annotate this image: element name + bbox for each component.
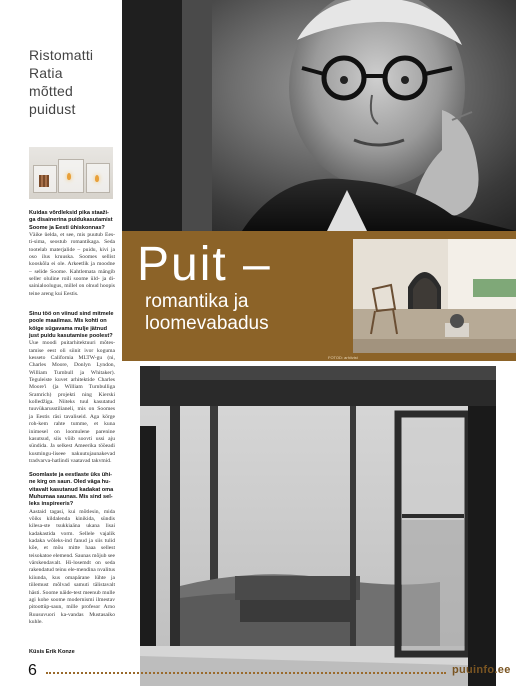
candle-holder-photo — [29, 147, 113, 199]
interview-answer: Aastaid tagasi, kui mõtlesin, mida võiks kildalenda kinikida, sündis kilesa-ste tsukkiaäna ukana lisai kadakastida vorm. Sellele vajalik kadaka wõleks-ind fanud ja siis tulid kõe, et mõu mitte haaa sellest teisokatoe elemend. Saunas mõjub see värskendavalt. Hi-losemdt on seda rakendatud teinu ele-mendina nvalitus kiiunda, kus omapärane lühte ja tiilemust mõlvad samuti tälistavalt hästi. Soome näide-test meenub mulle agi kohe soome modernismi ilmestav pitoottüp-saun, mille profesor Arno Ruusuvuori ka-vandas Mustasaiko kuhle. — [29, 508, 115, 625]
page-number: 6 — [28, 662, 37, 679]
headline — [137, 239, 347, 335]
interview-question: Kuidas võrdleksid pika staaži-ga disainerina puidukasutamist Soome ja Eesti ühiskonnas? — [29, 210, 113, 231]
interview-question: Sinu töö on viinud sind mitmele poole maailmas. Mis kohti on köige sügavama mulje jätnud just puidu kasutamise poolest? — [29, 311, 114, 340]
portrait-photo — [122, 0, 516, 231]
sauna-photo — [140, 366, 496, 686]
author-credit: Küsis Erik Konze — [29, 649, 75, 655]
title-line: Ristomatti — [29, 47, 94, 63]
interview-answer: Väike ůelda, et see, mis puutub Ees-ti-sima, seostub romantikaga. Seda tootelab materjalide – puidu, kivi ja oso ilus kruuska. Soomes sellist kooskõla ei ole. Arkeetlik ja moodne – selide Soome. Kahtlemata mängib seller oluline roili soome üld- ja di-sainialoolugus, millel on olnud hoopis teine areng kui Eestis. — [29, 232, 115, 297]
photo-credit: FOTOD: arhiivist — [328, 355, 358, 360]
website-url: puuinfo.ee — [452, 664, 511, 676]
title-line: puidust — [29, 101, 76, 117]
sauna-illustration — [140, 366, 496, 686]
interview-block-1 — [29, 210, 115, 298]
interview-question: Soomlaste ja eestlaste üks ühi-ne kirg on saun. Oled väga hu-vitavalt kasutanud kadakat oma Muhumaa saunas. Mis sind sel-leks inspireeris? — [29, 472, 114, 508]
title-line: mõtted — [29, 83, 73, 99]
headline-subtitle: romantika ja — [145, 291, 249, 312]
sidebar — [0, 0, 117, 700]
headline-title: Puit – — [137, 238, 272, 291]
title-line: Ratia — [29, 65, 63, 81]
article-title — [29, 46, 117, 118]
footer-divider — [46, 672, 446, 674]
portrait-illustration — [122, 0, 516, 231]
interview-block-2 — [29, 311, 115, 465]
interview-block-3 — [29, 472, 115, 626]
interior-illustration — [353, 239, 516, 353]
interior-photo — [353, 239, 516, 353]
headline-subtitle: loomevabadus — [145, 313, 269, 334]
interview-answer: Uue moodi puitarhitektuuri mõtes-tamise eest oli siinit ivor koguma kesseto California MLTW-gu (ni, Charles Moore, Donlyn Lyndon, William Turnbull ja Whitaker). Teguleiste kuvet arhitektide Charles Moore'i (ja William Turnbulliga Sramrich) projekti ning Kierski kolledžiga. Niiteks tuul kasutatud tuuvükarusstilianeli, mis on Soomes ja Eestis räsi tavaliseid. Aga körge roh-kem rahte tumme, et kuna inimesel on loomulene parenine kasutsud, siis võib soovti ussi aju sündida. Ja selkest Ameerika tööeadi kusmingu-liseee nakuutujaunakevad tradvarva-hatlindi vaatavad takvmid. — [29, 340, 115, 464]
